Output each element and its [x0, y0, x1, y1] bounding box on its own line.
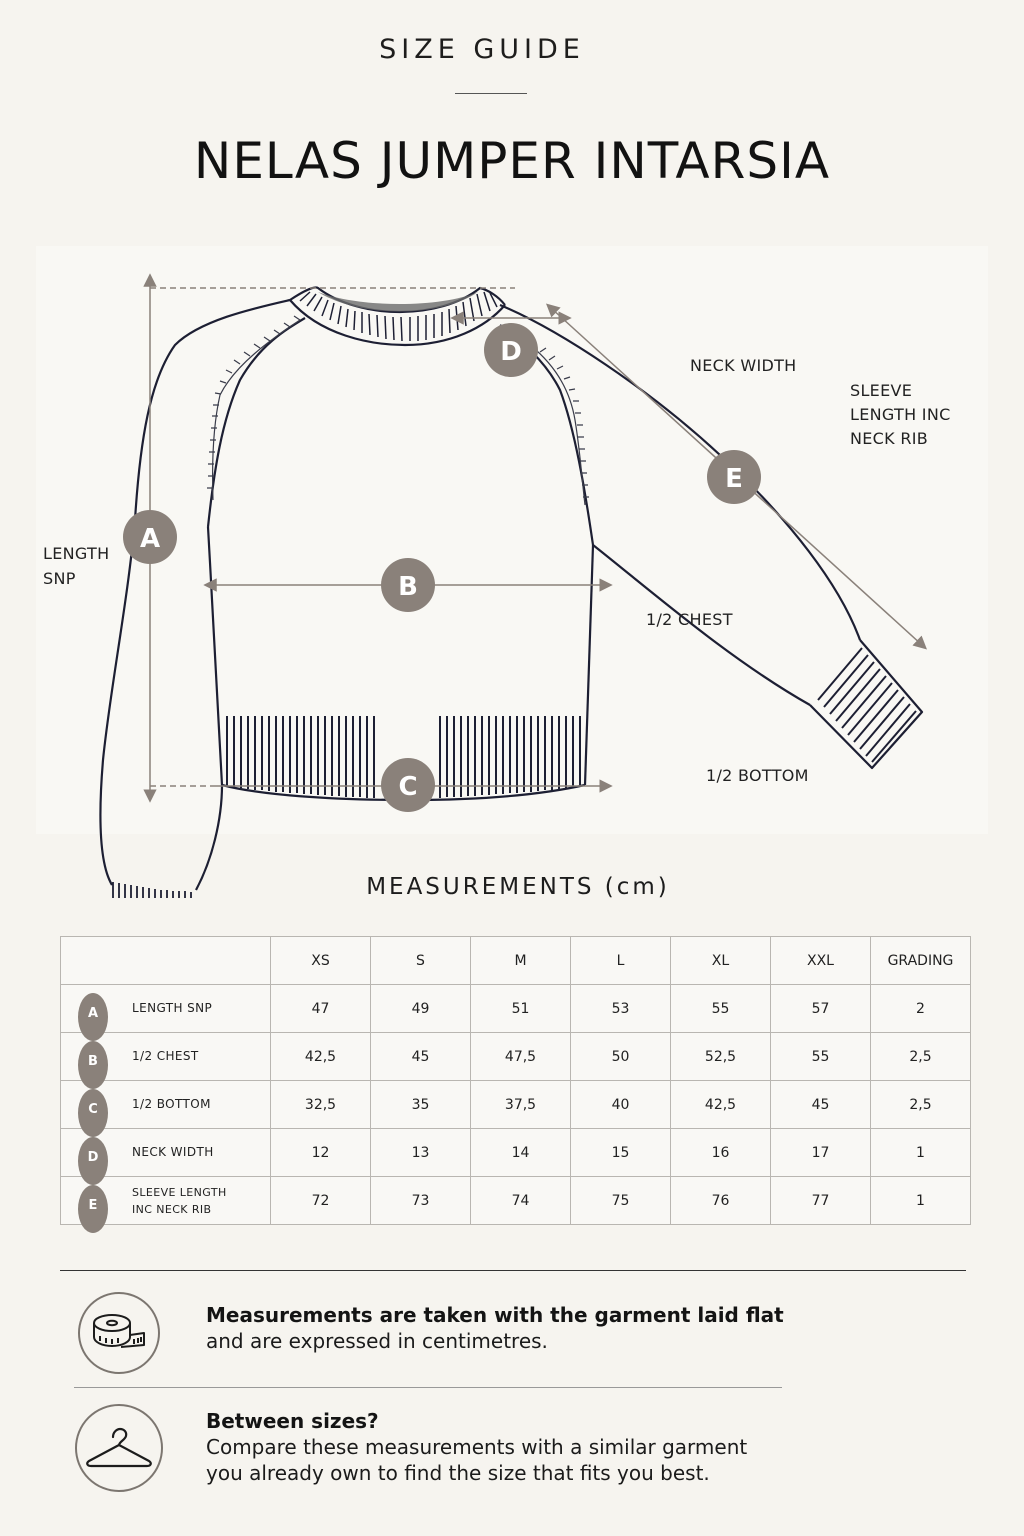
- row-badge: A: [78, 993, 108, 1041]
- notes-divider-middle: [74, 1387, 782, 1388]
- column-header-grading: GRADING: [871, 937, 971, 985]
- table-header-row: [61, 937, 971, 985]
- table-cell: 17: [771, 1129, 871, 1177]
- cuff-rib: [818, 648, 916, 762]
- table-cell: 76: [671, 1177, 771, 1225]
- badge-d-letter: D: [500, 337, 522, 367]
- note-heading: Between sizes?: [206, 1409, 379, 1433]
- row-label-cell: [61, 985, 271, 1033]
- callout-length-line2: SNP: [43, 569, 76, 588]
- table-cell: 16: [671, 1129, 771, 1177]
- badge-a-letter: A: [139, 524, 161, 554]
- column-header: M: [471, 937, 571, 985]
- row-label: 1/2 CHEST: [132, 1049, 199, 1063]
- table-row: [61, 1033, 971, 1081]
- column-header: L: [571, 937, 671, 985]
- badge-b-letter: B: [398, 572, 418, 602]
- hanger-icon-badge: [75, 1404, 163, 1492]
- table-cell-grading: 2,5: [871, 1033, 971, 1081]
- table-cell-grading: 1: [871, 1129, 971, 1177]
- note-body-line2: you already own to find the size that fits you best.: [206, 1461, 710, 1485]
- tape-measure-icon-badge: [78, 1292, 160, 1374]
- table-cell: 15: [571, 1129, 671, 1177]
- column-header: XS: [271, 937, 371, 985]
- garment-outline: [100, 288, 922, 891]
- callout-sleeve-line3: NECK RIB: [850, 429, 929, 448]
- table-cell: 55: [771, 1033, 871, 1081]
- callout-sleeve-line2: LENGTH INC: [850, 405, 951, 424]
- note-between-sizes: [206, 1408, 826, 1486]
- size-guide-kicker: SIZE GUIDE: [379, 34, 585, 65]
- note-flat-measurement: [206, 1302, 826, 1354]
- badge-c-letter: C: [398, 772, 418, 802]
- row-badge: C: [78, 1089, 108, 1137]
- hanger-icon: [86, 1427, 152, 1469]
- note-heading: Measurements are taken with the garment laid flat: [206, 1303, 784, 1327]
- row-label: NECK WIDTH: [132, 1145, 214, 1159]
- table-cell: 74: [471, 1177, 571, 1225]
- callout-length-line1: LENGTH: [43, 544, 110, 563]
- table-cell: 37,5: [471, 1081, 571, 1129]
- table-cell-grading: 1: [871, 1177, 971, 1225]
- badge-e-letter: E: [725, 464, 743, 494]
- table-cell-grading: 2: [871, 985, 971, 1033]
- table-cell: 72: [271, 1177, 371, 1225]
- table-cell: 45: [371, 1033, 471, 1081]
- table-cell: 47: [271, 985, 371, 1033]
- callout-half-bottom: 1/2 BOTTOM: [706, 766, 809, 785]
- row-badge: B: [78, 1041, 108, 1089]
- table-cell: 77: [771, 1177, 871, 1225]
- notes-divider-top: [60, 1270, 966, 1271]
- table-cell: 40: [571, 1081, 671, 1129]
- table-cell: 47,5: [471, 1033, 571, 1081]
- measurements-title: MEASUREMENTS (cm): [366, 874, 670, 900]
- size-table: [60, 936, 971, 1225]
- table-cell: 32,5: [271, 1081, 371, 1129]
- column-header: XXL: [771, 937, 871, 985]
- table-cell: 51: [471, 985, 571, 1033]
- page-title: NELAS JUMPER INTARSIA: [193, 132, 831, 190]
- callout-neck-width: NECK WIDTH: [690, 356, 797, 375]
- table-cell: 50: [571, 1033, 671, 1081]
- note-body: and are expressed in centimetres.: [206, 1329, 548, 1353]
- tape-measure-icon: [91, 1311, 147, 1355]
- table-cell: 52,5: [671, 1033, 771, 1081]
- row-label: 1/2 BOTTOM: [132, 1097, 211, 1111]
- callout-length-snp: [43, 542, 109, 591]
- row-badge: E: [78, 1185, 108, 1233]
- table-cell: 42,5: [271, 1033, 371, 1081]
- table-cell: 75: [571, 1177, 671, 1225]
- table-cell: 45: [771, 1081, 871, 1129]
- table-row: [61, 1177, 971, 1225]
- row-label-line1: SLEEVE LENGTH: [132, 1185, 227, 1199]
- row-badge: D: [78, 1137, 108, 1185]
- collar-rib: [300, 292, 497, 341]
- table-cell: 53: [571, 985, 671, 1033]
- table-row: [61, 985, 971, 1033]
- table-cell: 73: [371, 1177, 471, 1225]
- table-cell-grading: 2,5: [871, 1081, 971, 1129]
- table-cell: 55: [671, 985, 771, 1033]
- column-header: S: [371, 937, 471, 985]
- table-cell: 13: [371, 1129, 471, 1177]
- table-row: [61, 1129, 971, 1177]
- table-header-blank: [61, 937, 271, 985]
- table-cell: 49: [371, 985, 471, 1033]
- table-cell: 42,5: [671, 1081, 771, 1129]
- row-label-line2: INC NECK RIB: [132, 1202, 212, 1216]
- callout-sleeve-line1: SLEEVE: [850, 381, 913, 400]
- row-label: LENGTH SNP: [132, 1001, 213, 1015]
- callout-half-chest: 1/2 CHEST: [646, 610, 733, 629]
- table-cell: 12: [271, 1129, 371, 1177]
- row-label: [132, 1177, 227, 1224]
- table-cell: 57: [771, 985, 871, 1033]
- table-row: [61, 1081, 971, 1129]
- table-cell: 35: [371, 1081, 471, 1129]
- column-header: XL: [671, 937, 771, 985]
- note-body-line1: Compare these measurements with a similar garment: [206, 1435, 748, 1459]
- table-cell: 14: [471, 1129, 571, 1177]
- callout-sleeve-length: [850, 379, 951, 451]
